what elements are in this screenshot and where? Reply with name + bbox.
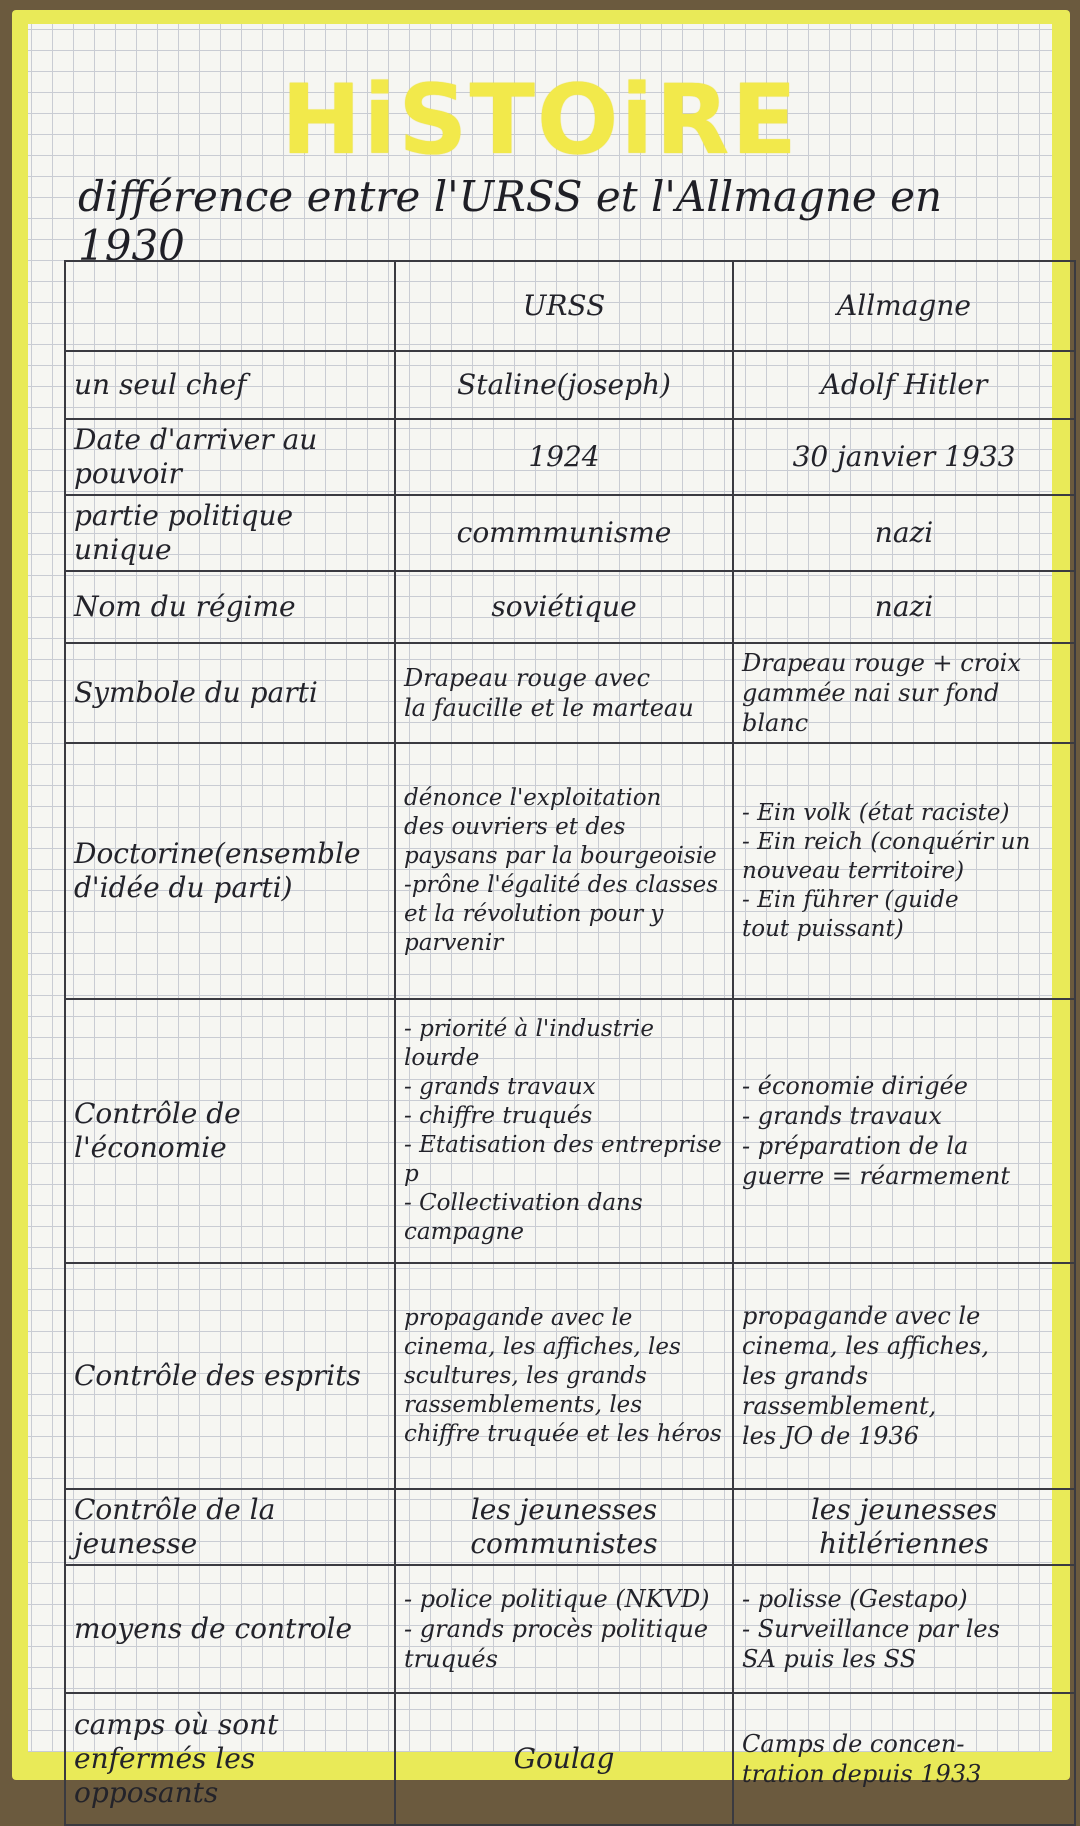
- row-label: Doctorine(ensemble d'idée du parti): [65, 743, 395, 999]
- cell-urss: [395, 643, 733, 743]
- cell-line: et la révolution pour y: [404, 901, 664, 927]
- comparison-table: [64, 260, 1076, 1826]
- cell-line: 1924: [528, 440, 600, 473]
- table-row: [65, 571, 1075, 643]
- cell-urss: [395, 1693, 733, 1825]
- cell-line: les jeunesses hitlériennes: [810, 1493, 998, 1560]
- cell-line: les grands rassemblement,: [742, 1362, 937, 1420]
- table-row: [65, 1263, 1075, 1489]
- cell-line: lourde: [404, 1045, 480, 1071]
- cell-line: - Ein reich (conquérir un: [742, 828, 1031, 855]
- table-row: [65, 419, 1075, 495]
- row-label: Contrôle de l'économie: [65, 999, 395, 1263]
- cell-line: Camps de concen-: [742, 1730, 965, 1758]
- cell-urss: [395, 999, 733, 1263]
- cell-urss: [395, 1489, 733, 1565]
- row-label: camps où sont enfermés les opposants: [65, 1693, 395, 1825]
- cell-allemagne: [733, 999, 1075, 1263]
- header-empty-cell: [65, 261, 395, 351]
- table-row: [65, 743, 1075, 999]
- cell-line: - priorité à l'industrie: [404, 1016, 654, 1042]
- cell-urss: [395, 743, 733, 999]
- cell-line: chiffre truquée et les héros: [404, 1420, 722, 1447]
- cell-line: scultures, les grands: [404, 1362, 647, 1389]
- row-label: Nom du régime: [65, 571, 395, 643]
- table-header-row: [65, 261, 1075, 351]
- table-row: [65, 999, 1075, 1263]
- cell-line: propagande avec le: [742, 1302, 981, 1330]
- cell-line: - Surveillance par les: [742, 1615, 1000, 1643]
- table-row: [65, 1565, 1075, 1693]
- cell-allemagne: [733, 419, 1075, 495]
- cell-line: - grands travaux: [404, 1074, 596, 1100]
- cell-line: - chiffre truqués: [404, 1103, 593, 1129]
- cell-line: Drapeau rouge + croix: [742, 649, 1021, 677]
- cell-line: soviétique: [491, 590, 637, 623]
- row-label: partie politique unique: [65, 495, 395, 571]
- cell-allemagne: [733, 1565, 1075, 1693]
- cell-line: - grands procès politique: [404, 1615, 709, 1643]
- cell-line: - polisse (Gestapo): [742, 1585, 968, 1613]
- table-row: [65, 1693, 1075, 1825]
- cell-line: - économie dirigée: [742, 1072, 968, 1100]
- cell-line: tration depuis 1933: [742, 1760, 982, 1788]
- cell-line: 30 janvier 1933: [792, 440, 1016, 473]
- cell-line: la faucille et le marteau: [404, 694, 694, 722]
- cell-line: cinema, les affiches,: [742, 1332, 989, 1360]
- cell-line: nazi: [874, 590, 934, 623]
- cell-line: gammée nai sur fond blanc: [742, 679, 1000, 737]
- cell-line: guerre = réarmement: [742, 1162, 1011, 1190]
- cell-line: - police politique (NKVD): [404, 1585, 710, 1613]
- row-label: moyens de controle: [65, 1565, 395, 1693]
- cell-urss: [395, 1263, 733, 1489]
- cell-line: SA puis les SS: [742, 1645, 917, 1673]
- cell-allemagne: [733, 1489, 1075, 1565]
- row-label: Contrôle des esprits: [65, 1263, 395, 1489]
- header-allemagne: Allmagne: [733, 261, 1075, 351]
- page-title: HiSTOiRE: [281, 64, 799, 176]
- cell-urss: [395, 419, 733, 495]
- table-row: [65, 495, 1075, 571]
- cell-line: Staline(joseph): [457, 368, 671, 401]
- cell-allemagne: [733, 351, 1075, 419]
- cell-line: commmunisme: [456, 516, 672, 549]
- cell-line: les JO de 1936: [742, 1422, 920, 1450]
- cell-line: dénonce l'exploitation: [404, 785, 662, 811]
- cell-allemagne: [733, 571, 1075, 643]
- cell-line: propagande avec le: [404, 1304, 633, 1331]
- cell-line: Adolf Hitler: [820, 368, 988, 401]
- notebook-sheet: [12, 10, 1070, 1809]
- grid-paper: [28, 24, 1052, 1809]
- page-subtitle: différence entre l'URSS et l'Allmagne en 1930: [78, 172, 943, 270]
- cell-line: - Etatisation des entreprise p: [404, 1132, 722, 1187]
- row-label: Contrôle de la jeunesse: [65, 1489, 395, 1565]
- cell-line: - Ein volk (état raciste): [742, 799, 1010, 826]
- row-label: Date d'arriver au pouvoir: [65, 419, 395, 495]
- cell-line: les jeunesses communistes: [470, 1493, 658, 1560]
- cell-line: parvenir: [404, 930, 504, 956]
- cell-allemagne: [733, 643, 1075, 743]
- cell-line: des ouvriers et des: [404, 814, 626, 840]
- cell-line: - Collectivation dans campagne: [404, 1190, 643, 1245]
- cell-urss: [395, 351, 733, 419]
- cell-line: - préparation de la: [742, 1132, 969, 1160]
- cell-line: cinema, les affiches, les: [404, 1333, 681, 1360]
- cell-line: nouveau territoire): [742, 857, 965, 884]
- table-row: [65, 351, 1075, 419]
- cell-allemagne: [733, 495, 1075, 571]
- table-row: [65, 1489, 1075, 1565]
- cell-line: Goulag: [513, 1742, 615, 1775]
- cell-allemagne: [733, 743, 1075, 999]
- cell-line: - grands travaux: [742, 1102, 942, 1130]
- cell-line: rassemblements, les: [404, 1391, 643, 1418]
- cell-line: truqués: [404, 1645, 498, 1673]
- cell-urss: [395, 1565, 733, 1693]
- cell-line: - Ein führer (guide: [742, 886, 959, 913]
- cell-line: paysans par la bourgeoisie: [404, 843, 717, 869]
- row-label: Symbole du parti: [65, 643, 395, 743]
- table-row: [65, 643, 1075, 743]
- row-label: un seul chef: [65, 351, 395, 419]
- header-urss: URSS: [395, 261, 733, 351]
- cell-line: Drapeau rouge avec: [404, 664, 651, 692]
- cell-line: -prône l'égalité des classes: [404, 872, 719, 898]
- cell-urss: [395, 495, 733, 571]
- cell-allemagne: [733, 1693, 1075, 1825]
- cell-allemagne: [733, 1263, 1075, 1489]
- cell-line: tout puissant): [742, 915, 904, 942]
- cell-urss: [395, 571, 733, 643]
- cell-line: nazi: [874, 516, 934, 549]
